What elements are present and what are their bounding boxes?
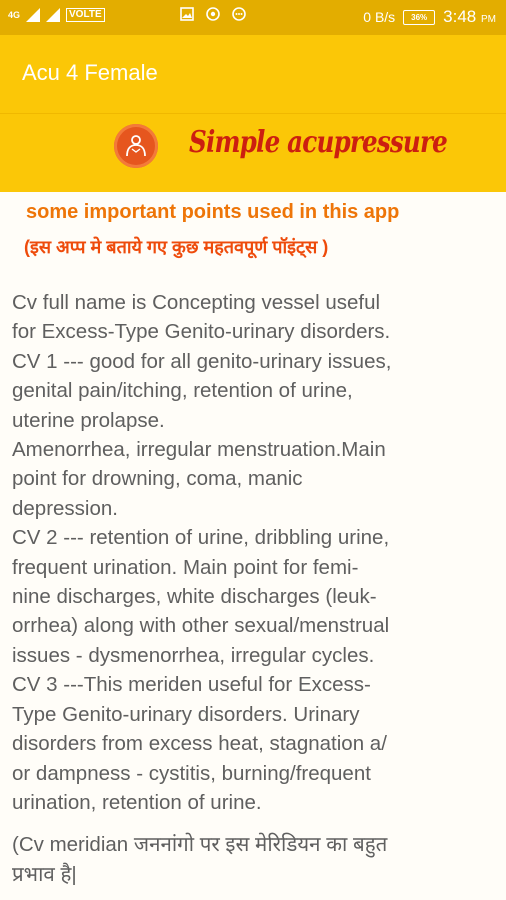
text-line: issues - dysmenorrhea, irregular cycles. <box>12 643 375 667</box>
text-line: orrhea) along with other sexual/menstrual <box>12 614 390 638</box>
clock-time: 3:48 <box>443 7 477 26</box>
chat-icon <box>232 7 246 21</box>
text-line: for Excess-Type Genito-urinary disorders. <box>12 320 391 344</box>
text-line: uterine prolapse. <box>12 408 165 432</box>
text-line: Amenorrhea, irregular menstruation.Main <box>12 438 386 462</box>
text-line: urination, retention of urine. <box>12 790 262 814</box>
note-line: प्रभाव है| <box>12 862 77 886</box>
acupressure-logo-icon <box>114 124 158 168</box>
text-line: CV 1 --- good for all genito-urinary issues, <box>12 349 392 373</box>
image-icon <box>180 7 194 21</box>
clock <box>443 7 496 27</box>
heading-english: some important points used in this app <box>26 201 400 223</box>
text-line: genital pain/itching, retention of urine, <box>12 379 353 403</box>
text-line: CV 3 ---This meriden useful for Excess- <box>12 673 371 697</box>
text-line: disorders from excess heat, stagnation a/ <box>12 732 387 756</box>
brand-title: Simple acupressure <box>189 125 447 160</box>
status-bar <box>0 0 506 35</box>
app-bar <box>0 35 506 113</box>
heading-hindi: (इस अप्प मे बताये गए कुछ महतवपूर्ण पॉइंट्स ) <box>24 237 329 257</box>
text-line: point for drowning, coma, manic <box>12 467 303 491</box>
network-label: 4G <box>8 9 21 20</box>
signal-icon <box>26 8 40 22</box>
app-title: Acu 4 Female <box>22 60 158 85</box>
network-speed: 0 B/s <box>363 9 396 25</box>
text-line: nine discharges, white discharges (leuk- <box>12 585 377 609</box>
battery-icon: 36% <box>403 10 435 25</box>
text-line: Type Genito-urinary disorders. Urinary <box>12 702 360 726</box>
text-line: depression. <box>12 496 118 520</box>
volte-badge: VOLTE <box>66 8 105 22</box>
text-line: or dampness - cystitis, burning/frequent <box>12 761 371 785</box>
text-line: frequent urination. Main point for femi- <box>12 555 359 579</box>
description-text <box>12 288 496 889</box>
signal-icon-2 <box>46 8 60 22</box>
text-line: Cv full name is Concepting vessel useful <box>12 291 381 314</box>
clock-ampm: PM <box>481 14 496 25</box>
chrome-icon <box>206 7 220 21</box>
text-line: CV 2 --- retention of urine, dribbling urine, <box>12 526 390 550</box>
note-line: (Cv meridian जननांगो पर इस मेरिडियन का बहुत <box>12 833 388 857</box>
